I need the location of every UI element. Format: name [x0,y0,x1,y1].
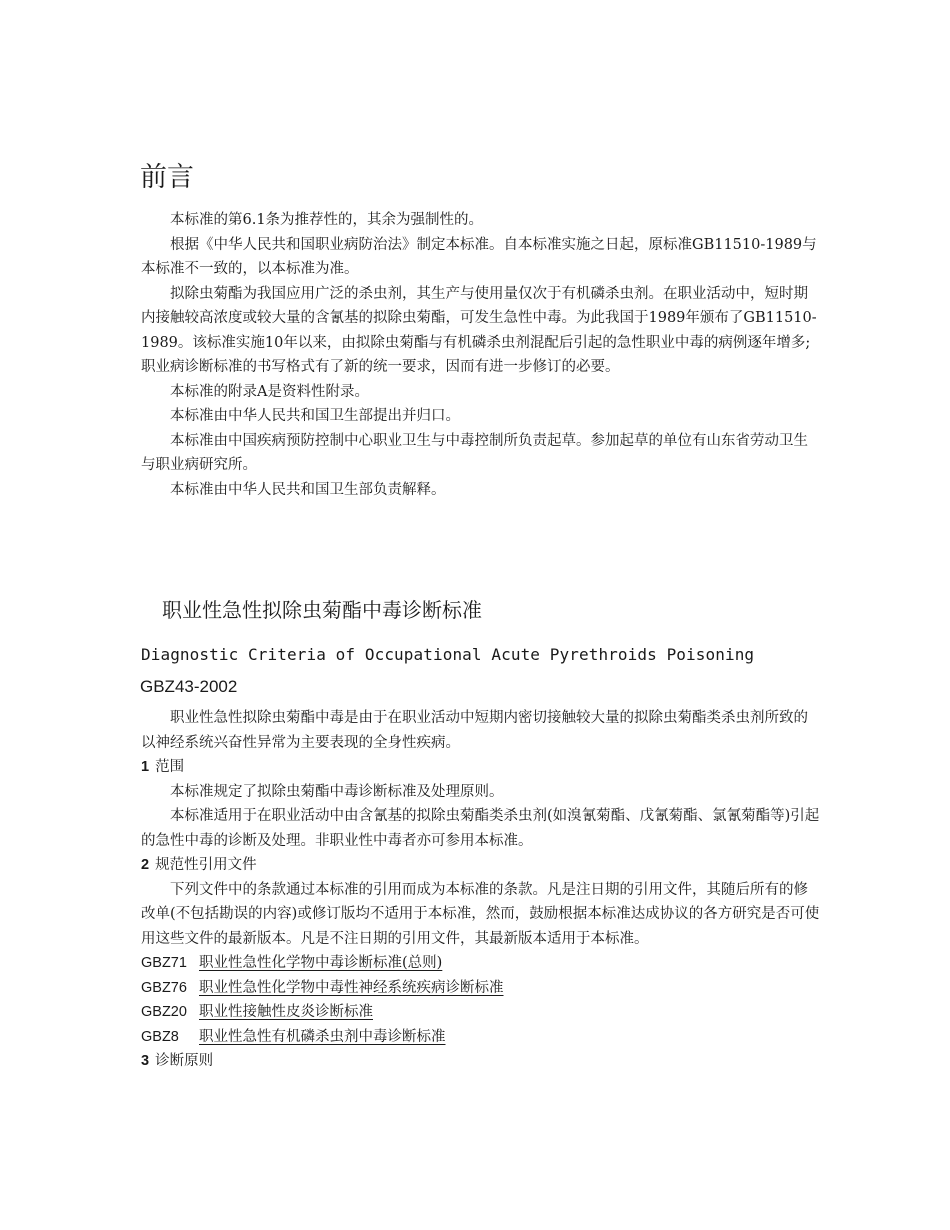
standard-intro: 职业性急性拟除虫菊酯中毒是由于在职业活动中短期内密切接触较大量的拟除虫菊酯类杀虫剂所致的以神经系统兴奋性异常为主要表现的全身性疾病。 [141,710,808,751]
section-number: 3 [141,1053,150,1069]
foreword-paragraph: 本标准由中国疾病预防控制中心职业卫生与中毒控制所负责起草。参加起草的单位有山东省劳动卫生与职业病研究所。 [141,432,808,473]
reference-code: GBZ76 [141,979,187,996]
reference-link[interactable]: 职业性急性化学物中毒性神经系统疾病诊断标准 [199,979,504,996]
foreword-body [141,208,821,502]
section-number: 1 [141,759,150,775]
section-number: 2 [141,857,150,873]
reference-item [141,951,821,976]
section-paragraph: 本标准规定了拟除虫菊酯中毒诊断标准及处理原则。 [170,783,504,800]
standard-title-english: Diagnostic Criteria of Occupational Acute Pyrethroids Poisoning [141,645,755,664]
foreword-paragraph: 本标准的第6.1条为推荐性的，其余为强制性的。 [170,212,484,228]
reference-item [141,1025,821,1050]
foreword-paragraph: 本标准的附录A是资料性附录。 [170,383,369,400]
section-title: 范围 [155,759,185,775]
standard-title: 职业性急性拟除虫菊酯中毒诊断标准 [162,598,482,622]
reference-code: GBZ8 [141,1028,179,1045]
reference-link[interactable]: 职业性急性有机磷杀虫剂中毒诊断标准 [199,1028,446,1045]
reference-code: GBZ20 [141,1004,187,1020]
foreword-paragraph: 本标准由中华人民共和国卫生部负责解释。 [170,481,446,498]
section-heading [141,1049,821,1074]
reference-item [141,1000,821,1025]
reference-link[interactable]: 职业性急性化学物中毒诊断标准(总则) [199,955,443,971]
standard-body [141,706,821,1074]
reference-code: GBZ71 [141,955,187,971]
section-title: 规范性引用文件 [155,857,257,873]
standard-code: GBZ43-2002 [140,677,238,696]
foreword-paragraph: 本标准由中华人民共和国卫生部提出并归口。 [170,408,460,424]
foreword-paragraph: 拟除虫菊酯为我国应用广泛的杀虫剂，其生产与使用量仅次于有机磷杀虫剂。在职业活动中，短时期内接触较高浓度或较大量的含氰基的拟除虫菊酯，可发生急性中毒。为此我国于1989年颁布了GB11510-1989。该标准实施10年以来，由拟除虫菊酯与有机磷杀虫剂混配后引起的急性职业中毒的病例逐年增多;职业病诊断标准的书写格式有了新的统一要求，因而有进一步修订的必要。 [141,285,817,375]
reference-link[interactable]: 职业性接触性皮炎诊断标准 [199,1004,373,1020]
section-title: 诊断原则 [155,1053,214,1069]
section-paragraph: 下列文件中的条款通过本标准的引用而成为本标准的条款。凡是注日期的引用文件，其随后所有的修改单(不包括勘误的内容)或修订版均不适用于本标准，然而，鼓励根据本标准达成协议的各方研究是否可使用这些文件的最新版本。凡是不注日期的引用文件，其最新版本适用于本标准。 [141,881,820,947]
section-heading [141,755,821,780]
foreword-paragraph: 根据《中华人民共和国职业病防治法》制定本标准。自本标准实施之日起，原标准GB11510-1989与本标准不一致的，以本标准为准。 [141,236,817,277]
foreword-title: 前言 [140,162,194,193]
reference-item [141,976,821,1001]
section-paragraph: 本标准适用于在职业活动中由含氰基的拟除虫菊酯类杀虫剂(如溴氰菊酯、戊氰菊酯、氯氰菊酯等)引起的急性中毒的诊断及处理。非职业性中毒者亦可参用本标准。 [141,808,820,849]
section-heading [141,853,821,878]
